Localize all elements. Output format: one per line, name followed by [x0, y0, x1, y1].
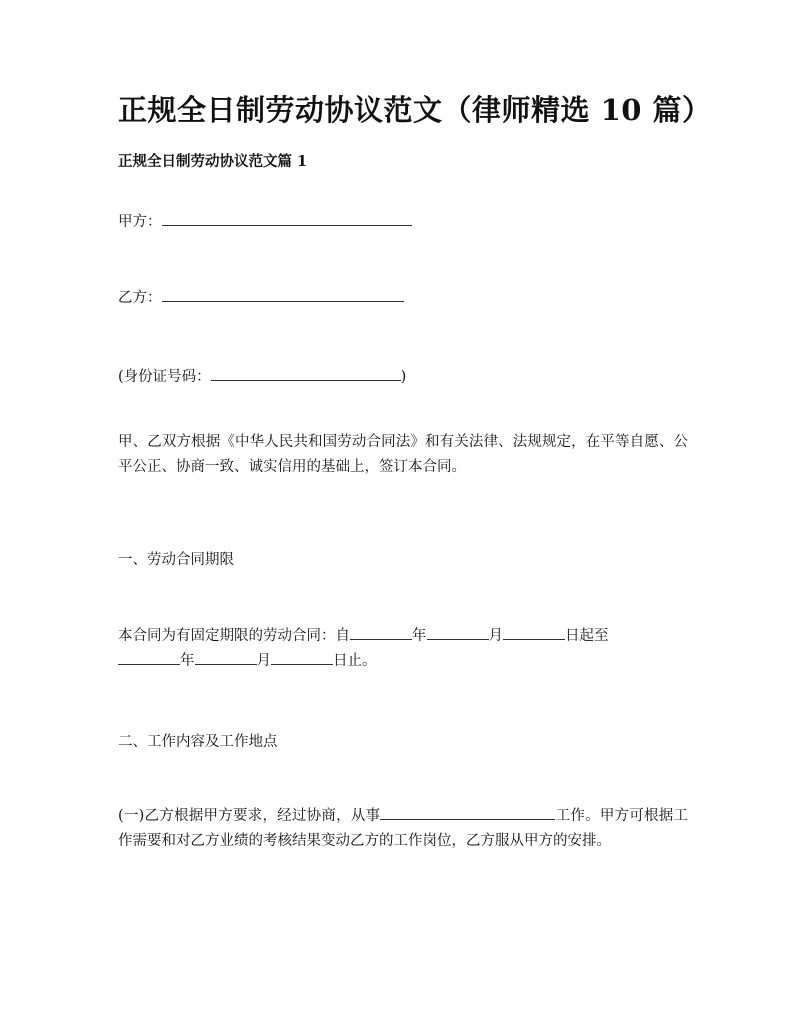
party-a-line — [118, 211, 412, 233]
party-a-label: 甲方： — [118, 214, 162, 230]
party-b-blank — [162, 287, 404, 302]
work-text-continued: 工作。甲方可根据工作需要和对乙方业绩的考核结果变动乙方的工作岗位，乙方服从甲方的安排。 — [118, 808, 689, 849]
end-year-blank — [118, 650, 180, 665]
end-day-blank — [271, 650, 333, 665]
work-text: (一)乙方根据甲方要求，经过协商，从事 — [118, 808, 381, 824]
section-2-heading: 二、工作内容及工作地点 — [118, 734, 278, 750]
year-label-2: 年 — [180, 653, 195, 669]
start-month-blank — [427, 625, 489, 640]
start-year-blank — [350, 625, 412, 640]
term-paragraph — [118, 624, 688, 674]
year-label: 年 — [412, 628, 427, 644]
section-1-heading: 一、劳动合同期限 — [118, 552, 234, 568]
document-title: 正规全日制劳动协议范文（律师精选 10 篇） — [118, 93, 712, 127]
id-number-suffix: ) — [400, 369, 407, 385]
day-from-label: 日起至 — [565, 628, 609, 644]
party-a-blank — [162, 211, 412, 226]
id-number-label: (身份证号码： — [118, 369, 211, 385]
section-title: 正规全日制劳动协议范文篇 1 — [118, 153, 308, 170]
party-b-label: 乙方： — [118, 290, 162, 306]
term-text: 本合同为有固定期限的劳动合同：自 — [118, 628, 350, 644]
party-b-line — [118, 287, 404, 309]
month-label: 月 — [488, 628, 503, 644]
end-month-blank — [195, 650, 257, 665]
work-paragraph — [118, 804, 688, 854]
id-number-blank — [211, 366, 401, 381]
day-to-label: 日止。 — [333, 653, 377, 669]
start-day-blank — [503, 625, 565, 640]
month-label-2: 月 — [256, 653, 271, 669]
job-blank — [380, 805, 555, 820]
intro-paragraph: 甲、乙双方根据《中华人民共和国劳动合同法》和有关法律、法规规定，在平等自愿、公平公正、协商一致、诚实信用的基础上，签订本合同。 — [118, 434, 688, 475]
id-number-line — [118, 366, 406, 388]
